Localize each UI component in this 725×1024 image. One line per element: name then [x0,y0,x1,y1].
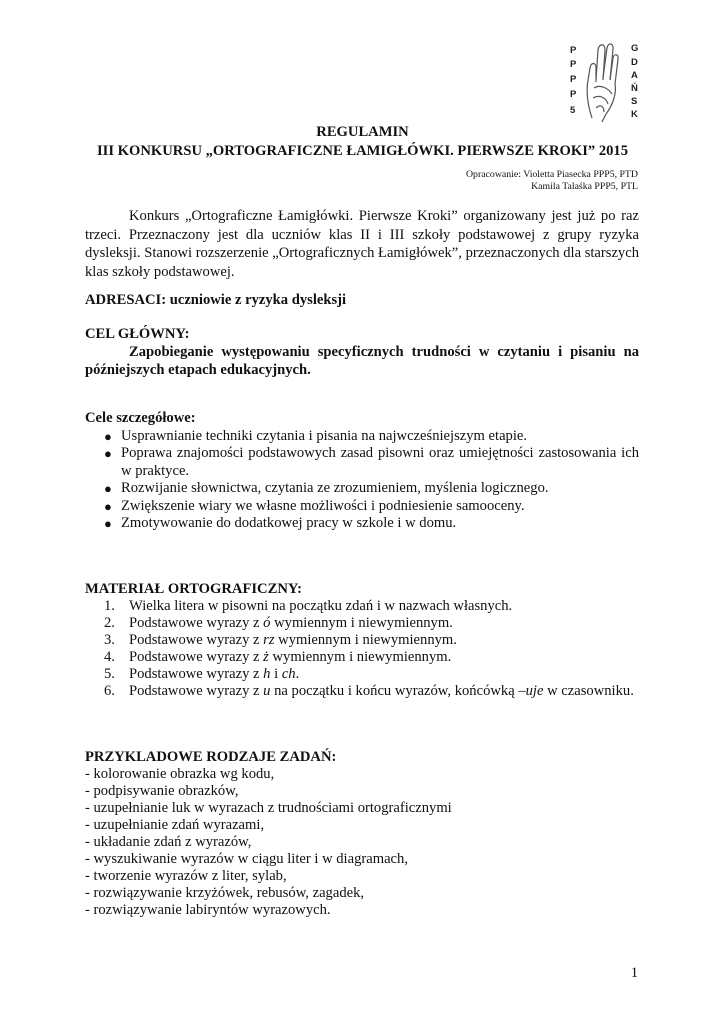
logo-letter: A [631,70,638,81]
list-item: - rozwiązywanie krzyżówek, rebusów, zagadek, [85,884,365,901]
zadania-list [85,766,452,919]
list-item: - wyszukiwanie wyrazów w ciągu liter i w diagramach, [85,850,408,867]
list-item-text: Zmotywowanie do dodatkowej pracy w szkole i w domu. [121,515,457,532]
list-item-text: Podstawowe wyrazy z [129,665,264,682]
list-item-emphasis: ch [281,665,296,682]
material-heading: MATERIAŁ ORTOGRAFICZNY: [85,581,302,597]
page-number: 1 [630,965,638,981]
list-number: 3. [104,631,115,648]
list-item [85,445,639,480]
list-number: 5. [104,665,115,682]
list-item-text: Usprawnianie techniki czytania i pisania na najwcześniejszym etapie. [121,428,528,444]
cele-szczegolowe-list [85,428,639,532]
cele-szczegolowe-heading: Cele szczegółowe: [85,410,196,426]
list-item-text: wymiennym i niewymiennym. [270,614,453,631]
list-item-text: Podstawowe wyrazy z [129,648,264,665]
list-item: - podpisywanie obrazków, [85,782,239,799]
author-line: Opracowanie: Violetta Piasecka PPP5, PTD [465,169,638,180]
list-item-emphasis: ż [263,648,269,665]
list-item-text: Zwiększenie wiary we własne możliwości i podniesienie samooceny. [121,497,525,514]
list-item: - rozwiązywanie labiryntów wyrazowych. [85,901,331,918]
list-item-emphasis: ó [263,614,271,631]
list-item [85,428,639,445]
author-line: Kamila Talaśka PPP5, PTL [531,181,638,192]
list-item: - uzupełnianie zdań wyrazami, [85,816,265,833]
ppp5-logo [564,40,642,124]
list-item-text: Poprawa znajomości podstawowych zasad pisowni oraz umiejętności zastosowania ich w praktyce. [121,445,639,479]
logo-letter: P [570,59,577,70]
zadania-heading: PRZYKLADOWE RODZAJE ZADAŃ: [85,749,337,765]
logo-letter: 5 [570,105,576,116]
list-number: 2. [104,614,115,631]
list-number: 1. [104,598,115,614]
list-item-text: . [295,665,300,682]
bullet-icon: ● [104,516,112,532]
document-title: REGULAMIN [316,124,409,140]
adresaci-heading: ADRESACI: uczniowie z ryzyka dysleksji [85,292,347,308]
list-item [85,480,639,497]
list-item-emphasis: h [263,665,271,682]
list-item-text: wymiennym i niewymiennym. [268,648,452,665]
cel-glowny-body: Zapobieganie występowaniu specyficznych trudności w czytaniu i pisaniu na późniejszych etapach edukacyjnych. [85,344,639,378]
list-item [85,649,645,666]
list-item-text: Podstawowe wyrazy z [129,614,264,631]
intro-paragraph: Konkurs „Ortograficzne Łamigłówki. Pierwsze Kroki” organizowany jest już po raz trzeci. Przeznaczony jest dla uczniów klas II i III szkoły podstawowej z grupy ryzyka dysleksji. Stanowi rozszerzenie „Ortograficznych Łamigłówek”, przeznaczonych dla starszych klas szkoły podstawowej. [85,208,639,280]
bullet-icon: ● [104,446,112,462]
bullet-icon: ● [104,481,112,497]
list-item-emphasis: –uje [518,682,544,699]
logo-letter: K [631,109,638,120]
list-item-emphasis: u [263,682,271,699]
list-item: - kolorowanie obrazka wg kodu, [85,766,275,782]
list-item [85,683,645,700]
list-item: - tworzenie wyrazów z liter, sylab, [85,867,287,884]
logo-letter: P [570,74,577,85]
logo-letter: P [570,45,577,56]
list-item [85,498,639,515]
logo-letter: D [631,57,638,68]
list-item-text: wymiennym i niewymiennym. [274,631,457,648]
logo-letter: P [570,89,577,100]
list-item [85,632,645,649]
list-item: - układanie zdań z wyrazów, [85,833,252,850]
list-item-text: Rozwijanie słownictwa, czytania ze zrozumieniem, myślenia logicznego. [121,480,549,497]
material-list [85,598,645,699]
list-item-emphasis: rz [263,631,275,648]
list-item [85,666,645,683]
logo-letter: G [631,43,639,54]
list-item-text: w czasowniku. [543,682,634,699]
list-number: 4. [104,648,115,665]
list-item [85,515,639,532]
hand-icon [582,40,626,124]
bullet-icon: ● [104,498,112,514]
logo-letter: S [631,96,638,107]
list-item [85,598,645,615]
list-item-text: na początku i końcu wyrazów, końcówką [270,682,519,699]
document-subtitle: III KONKURSU „ORTOGRAFICZNE ŁAMIGŁÓWKI. PIERWSZE KROKI” 2015 [96,143,629,159]
list-number: 6. [104,682,115,699]
list-item-text: Wielka litera w pisowni na początku zdań i w nazwach własnych. [129,598,513,614]
authors-block [466,169,638,193]
logo-letter: Ń [631,83,638,94]
cel-glowny-heading: CEL GŁÓWNY: [85,326,190,342]
bullet-icon: ● [104,429,112,444]
list-item [85,615,645,632]
list-item-text: Podstawowe wyrazy z [129,682,264,699]
list-item-text: i [270,665,282,682]
list-item: - uzupełnianie luk w wyrazach z trudnościami ortograficznymi [85,799,452,816]
list-item-text: Podstawowe wyrazy z [129,631,264,648]
